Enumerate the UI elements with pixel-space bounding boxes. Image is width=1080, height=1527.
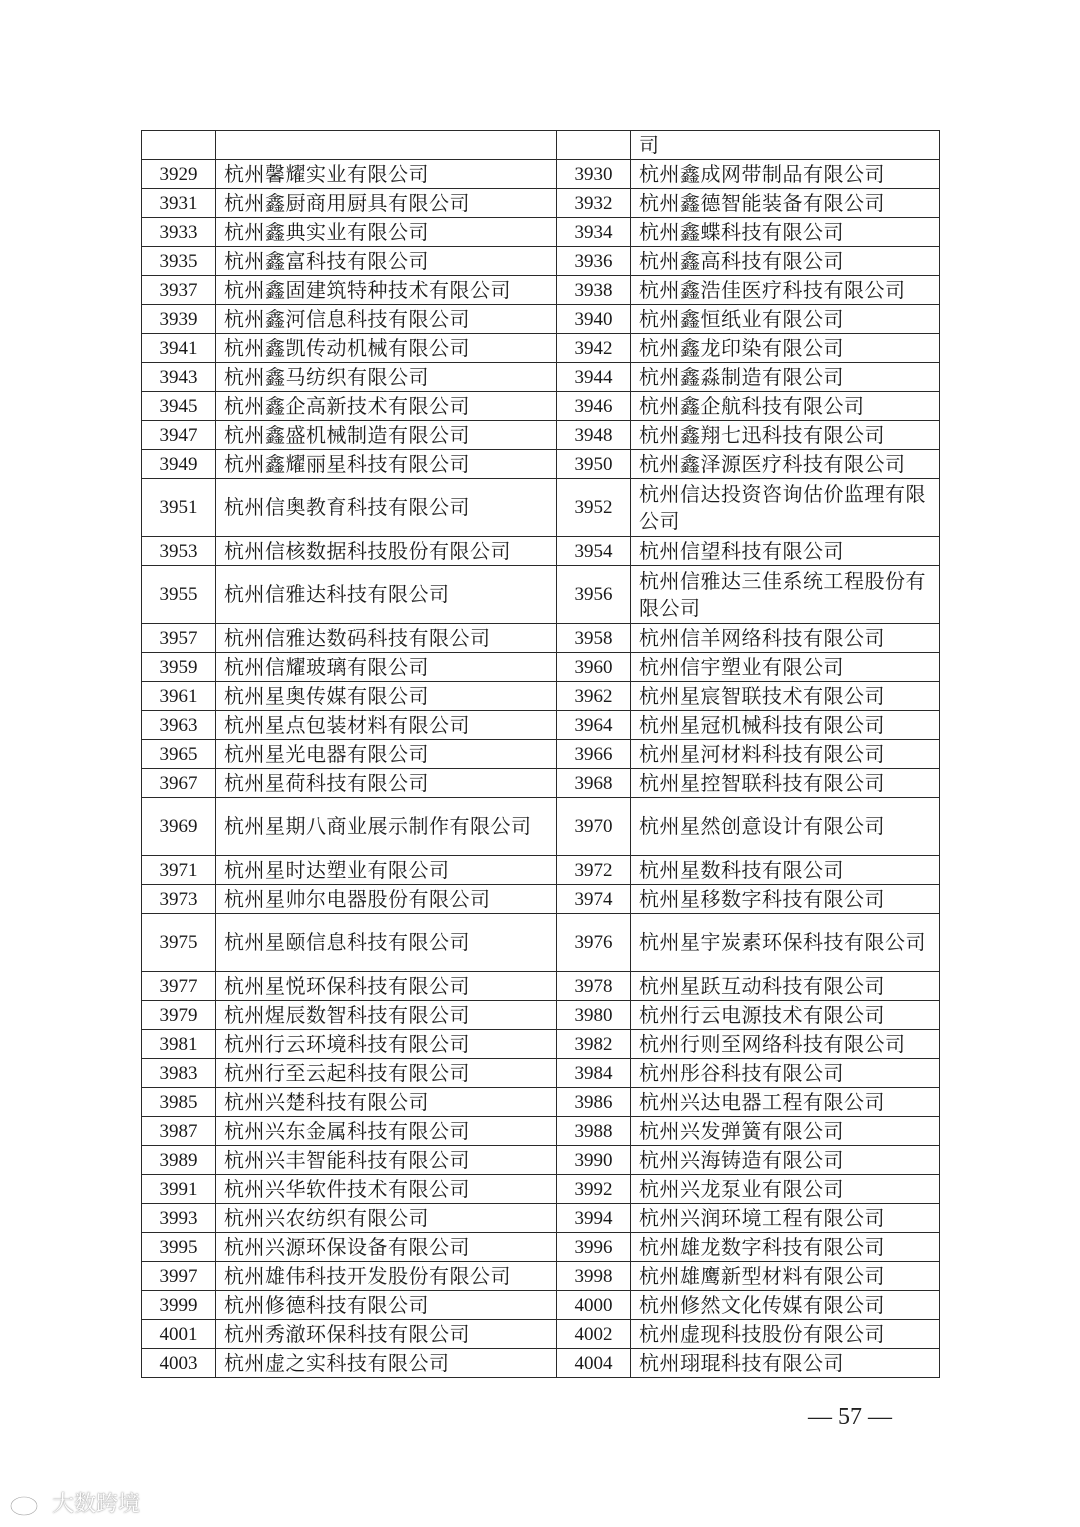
row-number: 3993 <box>142 1204 216 1233</box>
row-number: 3979 <box>142 1001 216 1030</box>
row-number: 3998 <box>557 1262 631 1291</box>
row-number <box>557 131 631 160</box>
table-row <box>142 334 940 363</box>
row-number: 3950 <box>557 450 631 479</box>
company-name: 杭州虚现科技股份有限公司 <box>631 1320 940 1349</box>
row-number: 3981 <box>142 1030 216 1059</box>
row-number: 3985 <box>142 1088 216 1117</box>
table-row <box>142 450 940 479</box>
company-name: 杭州鑫高科技有限公司 <box>631 247 940 276</box>
company-name: 杭州雄龙数字科技有限公司 <box>631 1233 940 1262</box>
row-number: 3967 <box>142 769 216 798</box>
company-name: 杭州兴华软件技术有限公司 <box>216 1175 557 1204</box>
company-name: 杭州星光电器有限公司 <box>216 740 557 769</box>
row-number: 3994 <box>557 1204 631 1233</box>
company-name: 杭州兴源环保设备有限公司 <box>216 1233 557 1262</box>
table-row <box>142 479 940 537</box>
table-row <box>142 1349 940 1378</box>
company-name: 杭州星移数字科技有限公司 <box>631 885 940 914</box>
company-name: 杭州信宇塑业有限公司 <box>631 653 940 682</box>
row-number: 3930 <box>557 160 631 189</box>
table-row <box>142 363 940 392</box>
row-number: 3991 <box>142 1175 216 1204</box>
row-number: 3947 <box>142 421 216 450</box>
company-name: 杭州信雅达三佳系统工程股份有限公司 <box>631 566 940 624</box>
row-number: 4002 <box>557 1320 631 1349</box>
row-number: 3970 <box>557 798 631 856</box>
company-name: 杭州信奥教育科技有限公司 <box>216 479 557 537</box>
company-name: 杭州星期八商业展示制作有限公司 <box>216 798 557 856</box>
company-name: 杭州鑫河信息科技有限公司 <box>216 305 557 334</box>
row-number: 4003 <box>142 1349 216 1378</box>
company-name: 杭州鑫富科技有限公司 <box>216 247 557 276</box>
row-number: 3975 <box>142 914 216 972</box>
row-number: 3929 <box>142 160 216 189</box>
table-row <box>142 856 940 885</box>
row-number: 3940 <box>557 305 631 334</box>
company-name: 杭州鑫企航科技有限公司 <box>631 392 940 421</box>
company-name: 杭州鑫盛机械制造有限公司 <box>216 421 557 450</box>
row-number: 4001 <box>142 1320 216 1349</box>
company-name: 杭州行至云起科技有限公司 <box>216 1059 557 1088</box>
company-name: 杭州鑫典实业有限公司 <box>216 218 557 247</box>
company-name: 杭州兴发弹簧有限公司 <box>631 1117 940 1146</box>
company-name: 杭州鑫德智能装备有限公司 <box>631 189 940 218</box>
row-number <box>142 131 216 160</box>
row-number: 3931 <box>142 189 216 218</box>
row-number: 4004 <box>557 1349 631 1378</box>
company-name: 杭州兴达电器工程有限公司 <box>631 1088 940 1117</box>
row-number: 3963 <box>142 711 216 740</box>
table-row <box>142 218 940 247</box>
row-number: 3943 <box>142 363 216 392</box>
company-name: 杭州信核数据科技股份有限公司 <box>216 537 557 566</box>
table-row <box>142 392 940 421</box>
company-name: 杭州兴丰智能科技有限公司 <box>216 1146 557 1175</box>
company-name: 杭州彤谷科技有限公司 <box>631 1059 940 1088</box>
company-name: 杭州星悦环保科技有限公司 <box>216 972 557 1001</box>
table-row <box>142 1175 940 1204</box>
row-number: 3939 <box>142 305 216 334</box>
row-number: 3948 <box>557 421 631 450</box>
company-name: 杭州星数科技有限公司 <box>631 856 940 885</box>
company-name: 杭州鑫马纺织有限公司 <box>216 363 557 392</box>
row-number: 3971 <box>142 856 216 885</box>
row-number: 3983 <box>142 1059 216 1088</box>
company-name: 杭州星帅尔电器股份有限公司 <box>216 885 557 914</box>
company-name: 杭州兴楚科技有限公司 <box>216 1088 557 1117</box>
company-name: 杭州兴农纺织有限公司 <box>216 1204 557 1233</box>
table-row <box>142 769 940 798</box>
row-number: 3976 <box>557 914 631 972</box>
row-number: 3968 <box>557 769 631 798</box>
weibo-logo-icon <box>8 1489 48 1517</box>
row-number: 3957 <box>142 624 216 653</box>
company-name: 杭州星宸智联技术有限公司 <box>631 682 940 711</box>
row-number: 3982 <box>557 1030 631 1059</box>
row-number: 3996 <box>557 1233 631 1262</box>
company-name: 杭州雄伟科技开发股份有限公司 <box>216 1262 557 1291</box>
table-row <box>142 189 940 218</box>
row-number: 3978 <box>557 972 631 1001</box>
company-name: 杭州兴东金属科技有限公司 <box>216 1117 557 1146</box>
table-row <box>142 421 940 450</box>
table-row <box>142 1291 940 1320</box>
company-name: 杭州鑫厨商用厨具有限公司 <box>216 189 557 218</box>
row-number: 3995 <box>142 1233 216 1262</box>
row-number: 3955 <box>142 566 216 624</box>
company-name: 杭州珝琨科技有限公司 <box>631 1349 940 1378</box>
company-name: 杭州星宇炭素环保科技有限公司 <box>631 914 940 972</box>
row-number: 3977 <box>142 972 216 1001</box>
company-name: 杭州鑫浩佳医疗科技有限公司 <box>631 276 940 305</box>
table-row <box>142 1146 940 1175</box>
row-number: 3945 <box>142 392 216 421</box>
row-number: 3964 <box>557 711 631 740</box>
company-name: 杭州行云环境科技有限公司 <box>216 1030 557 1059</box>
company-name: 杭州修然文化传媒有限公司 <box>631 1291 940 1320</box>
table-row <box>142 537 940 566</box>
company-name <box>216 131 557 160</box>
row-number: 3956 <box>557 566 631 624</box>
company-name: 杭州星颐信息科技有限公司 <box>216 914 557 972</box>
company-name: 杭州修德科技有限公司 <box>216 1291 557 1320</box>
row-number: 4000 <box>557 1291 631 1320</box>
company-name: 杭州星时达塑业有限公司 <box>216 856 557 885</box>
company-name: 杭州兴海铸造有限公司 <box>631 1146 940 1175</box>
row-number: 3987 <box>142 1117 216 1146</box>
row-number: 3965 <box>142 740 216 769</box>
company-list-table <box>141 130 940 1378</box>
company-name: 杭州星冠机械科技有限公司 <box>631 711 940 740</box>
row-number: 3992 <box>557 1175 631 1204</box>
company-name: 杭州鑫凯传动机械有限公司 <box>216 334 557 363</box>
row-number: 3962 <box>557 682 631 711</box>
table-row <box>142 247 940 276</box>
company-list-body <box>142 131 940 1378</box>
row-number: 3980 <box>557 1001 631 1030</box>
table-row <box>142 885 940 914</box>
company-name: 杭州鑫淼制造有限公司 <box>631 363 940 392</box>
table-row <box>142 1001 940 1030</box>
row-number: 3946 <box>557 392 631 421</box>
company-name: 杭州鑫蝶科技有限公司 <box>631 218 940 247</box>
row-number: 3974 <box>557 885 631 914</box>
company-name: 杭州鑫翔七迅科技有限公司 <box>631 421 940 450</box>
company-name: 杭州鑫龙印染有限公司 <box>631 334 940 363</box>
company-name: 杭州馨耀实业有限公司 <box>216 160 557 189</box>
company-name: 杭州信雅达数码科技有限公司 <box>216 624 557 653</box>
company-name: 杭州行则至网络科技有限公司 <box>631 1030 940 1059</box>
row-number: 3997 <box>142 1262 216 1291</box>
company-name: 杭州星河材料科技有限公司 <box>631 740 940 769</box>
table-row <box>142 740 940 769</box>
table-row <box>142 653 940 682</box>
table-row <box>142 1233 940 1262</box>
table-row <box>142 1117 940 1146</box>
row-number: 3958 <box>557 624 631 653</box>
company-name: 杭州鑫企高新技术有限公司 <box>216 392 557 421</box>
company-name: 杭州兴龙泵业有限公司 <box>631 1175 940 1204</box>
table-row <box>142 798 940 856</box>
row-number: 3973 <box>142 885 216 914</box>
company-name: 杭州鑫耀丽星科技有限公司 <box>216 450 557 479</box>
company-name: 司 <box>631 131 940 160</box>
company-name: 杭州信雅达科技有限公司 <box>216 566 557 624</box>
company-name: 杭州虚之实科技有限公司 <box>216 1349 557 1378</box>
row-number: 3952 <box>557 479 631 537</box>
page-number: — 57 — <box>808 1404 892 1430</box>
row-number: 3941 <box>142 334 216 363</box>
company-name: 杭州星控智联科技有限公司 <box>631 769 940 798</box>
table-row <box>142 1262 940 1291</box>
row-number: 3932 <box>557 189 631 218</box>
row-number: 3933 <box>142 218 216 247</box>
row-number: 3949 <box>142 450 216 479</box>
company-name: 杭州鑫泽源医疗科技有限公司 <box>631 450 940 479</box>
row-number: 3938 <box>557 276 631 305</box>
company-name: 杭州星荷科技有限公司 <box>216 769 557 798</box>
row-number: 3999 <box>142 1291 216 1320</box>
row-number: 3960 <box>557 653 631 682</box>
table-row <box>142 1059 940 1088</box>
table-row <box>142 1030 940 1059</box>
table-row <box>142 711 940 740</box>
company-name: 杭州鑫固建筑特种技术有限公司 <box>216 276 557 305</box>
company-name: 杭州行云电源技术有限公司 <box>631 1001 940 1030</box>
row-number: 3935 <box>142 247 216 276</box>
table-row <box>142 972 940 1001</box>
company-name: 杭州星跃互动科技有限公司 <box>631 972 940 1001</box>
company-name: 杭州煋辰数智科技有限公司 <box>216 1001 557 1030</box>
company-name: 杭州兴润环境工程有限公司 <box>631 1204 940 1233</box>
company-name: 杭州星奥传媒有限公司 <box>216 682 557 711</box>
watermark <box>8 1487 140 1518</box>
company-name: 杭州雄鹰新型材料有限公司 <box>631 1262 940 1291</box>
row-number: 3936 <box>557 247 631 276</box>
row-number: 3942 <box>557 334 631 363</box>
row-number: 3934 <box>557 218 631 247</box>
table-row <box>142 1204 940 1233</box>
row-number: 3953 <box>142 537 216 566</box>
row-number: 3937 <box>142 276 216 305</box>
company-name: 杭州信羊网络科技有限公司 <box>631 624 940 653</box>
row-number: 3972 <box>557 856 631 885</box>
row-number: 3954 <box>557 537 631 566</box>
row-number: 3961 <box>142 682 216 711</box>
row-number: 3990 <box>557 1146 631 1175</box>
table-row <box>142 624 940 653</box>
row-number: 3969 <box>142 798 216 856</box>
company-name: 杭州信耀玻璃有限公司 <box>216 653 557 682</box>
table-row <box>142 276 940 305</box>
table-row <box>142 305 940 334</box>
row-number: 3988 <box>557 1117 631 1146</box>
row-number: 3986 <box>557 1088 631 1117</box>
company-name: 杭州信望科技有限公司 <box>631 537 940 566</box>
table-row <box>142 914 940 972</box>
row-number: 3984 <box>557 1059 631 1088</box>
table-row <box>142 1320 940 1349</box>
table-row <box>142 131 940 160</box>
row-number: 3951 <box>142 479 216 537</box>
table-row <box>142 160 940 189</box>
company-name: 杭州信达投资咨询估价监理有限公司 <box>631 479 940 537</box>
table-row <box>142 1088 940 1117</box>
company-name: 杭州鑫恒纸业有限公司 <box>631 305 940 334</box>
watermark-text: 大数跨境 <box>52 1492 141 1517</box>
row-number: 3944 <box>557 363 631 392</box>
row-number: 3966 <box>557 740 631 769</box>
company-name: 杭州鑫成网带制品有限公司 <box>631 160 940 189</box>
company-name: 杭州星然创意设计有限公司 <box>631 798 940 856</box>
company-name: 杭州秀澈环保科技有限公司 <box>216 1320 557 1349</box>
company-name: 杭州星点包装材料有限公司 <box>216 711 557 740</box>
row-number: 3989 <box>142 1146 216 1175</box>
table-row <box>142 682 940 711</box>
table-row <box>142 566 940 624</box>
row-number: 3959 <box>142 653 216 682</box>
